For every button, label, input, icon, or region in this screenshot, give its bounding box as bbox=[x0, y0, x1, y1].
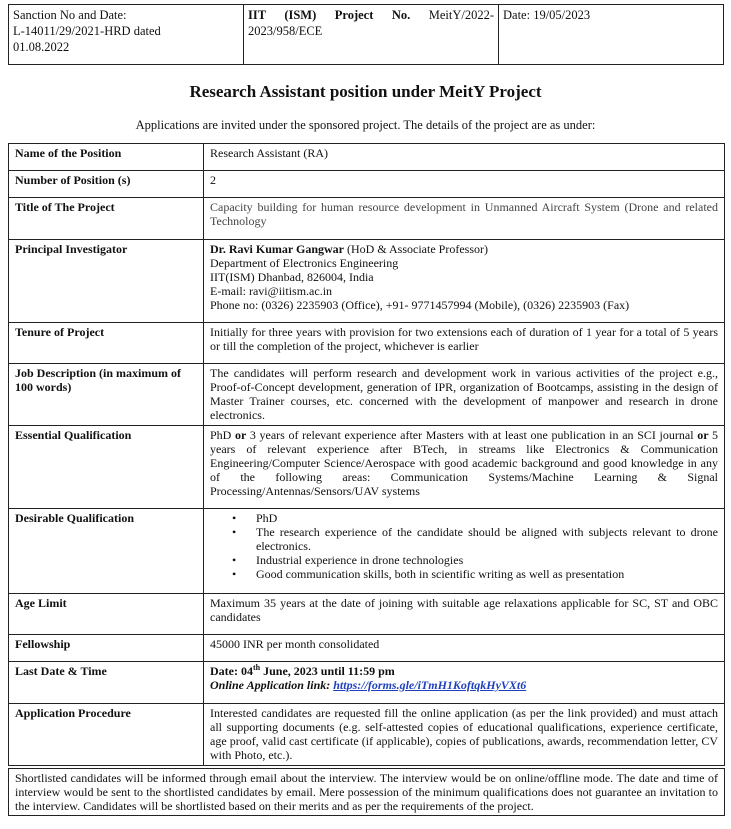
table-row bbox=[9, 509, 725, 594]
essential-phd: PhD bbox=[210, 428, 232, 442]
row-label: Essential Qualification bbox=[9, 426, 204, 509]
row-label: Fellowship bbox=[9, 635, 204, 662]
pi-email: E-mail: ravi@iitism.ac.in bbox=[210, 284, 333, 298]
table-row bbox=[9, 635, 725, 662]
desirable-list-cell bbox=[204, 509, 725, 594]
date-cell: Date: 19/05/2023 bbox=[503, 8, 591, 22]
row-label: Principal Investigator bbox=[9, 240, 204, 323]
table-row bbox=[9, 704, 725, 766]
pi-institute: IIT(ISM) Dhanbad, 826004, India bbox=[210, 270, 374, 284]
essential-btech: 5 years of relevant experience after BTech, in streams like Electronics & Communication Engineering/Computer Science/Aerospace with good academic background and good knowledge in any of the following areas: Communication Systems/Machine Learning & Signal Processing/Antennas/Sensors/UAV systems bbox=[210, 428, 719, 498]
row-label: Job Description (in maximum of 100 words) bbox=[9, 364, 204, 426]
list-item: • Good communication skills, both in scientific writing as well as presentation bbox=[232, 567, 718, 581]
application-link[interactable]: https://forms.gle/iTmH1KoftqkHyVXt6 bbox=[333, 678, 527, 692]
last-date-suffix: June, 2023 until 11:59 pm bbox=[260, 664, 395, 678]
essential-or: or bbox=[693, 428, 713, 442]
footer-note: Shortlisted candidates will be informed through email about the interview. The interview would be on online/offline mode. The date and time of interview would be sent to the shortlisted candidates by email. Mere possession of the minimum qualifications does not guarantee an invitation to the interview. Candidates will be shortlisted based on their merits and as per the requirements of the project. bbox=[8, 768, 725, 816]
table-row bbox=[9, 364, 725, 426]
table-row bbox=[9, 323, 725, 364]
row-value: 45000 INR per month consolidated bbox=[204, 635, 725, 662]
pi-role: (HoD & Associate Professor) bbox=[344, 242, 488, 256]
row-label: Tenure of Project bbox=[9, 323, 204, 364]
page-title: Research Assistant position under MeitY Project bbox=[189, 82, 542, 101]
table-row bbox=[9, 171, 725, 198]
intro-text: Applications are invited under the sponsored project. The details of the project are as under: bbox=[135, 118, 596, 132]
list-item: • PhD bbox=[232, 511, 718, 525]
row-value: Initially for three years with provision for two extensions each of duration of 1 year for a total of 5 years or till the completion of the project, whichever is earlier bbox=[204, 323, 725, 364]
row-label: Age Limit bbox=[9, 594, 204, 635]
last-date-prefix: Date: 04 bbox=[210, 664, 253, 678]
table-row bbox=[9, 426, 725, 509]
list-item: • Industrial experience in drone technologies bbox=[232, 553, 718, 567]
row-value: Capacity building for human resource development in Unmanned Aircraft System (Drone and related Technology bbox=[204, 198, 725, 240]
row-label: Last Date & Time bbox=[9, 662, 204, 704]
row-label: Title of The Project bbox=[9, 198, 204, 240]
desirable-list bbox=[210, 511, 718, 581]
essential-or: or bbox=[231, 428, 250, 442]
project-number-cell bbox=[244, 5, 499, 64]
table-row bbox=[9, 594, 725, 635]
last-date bbox=[210, 664, 718, 678]
header-table bbox=[8, 4, 724, 65]
row-value: Maximum 35 years at the date of joining with suitable age relaxations applicable for SC, ST and OBC candidates bbox=[204, 594, 725, 635]
link-label: Online Application link: bbox=[210, 678, 331, 692]
pi-details bbox=[204, 240, 725, 323]
pi-phone: Phone no: (0326) 2235903 (Office), +91- 9771457994 (Mobile), (0326) 2235903 (Fax) bbox=[210, 298, 630, 312]
row-value: Research Assistant (RA) bbox=[204, 144, 725, 171]
sanction-line-2: L-14011/29/2021-HRD dated bbox=[13, 24, 161, 38]
sanction-cell bbox=[9, 5, 244, 64]
sanction-line-3: 01.08.2022 bbox=[13, 40, 70, 54]
table-row bbox=[9, 144, 725, 171]
row-label: Application Procedure bbox=[9, 704, 204, 766]
table-row bbox=[9, 662, 725, 704]
project-number: MeitY/2022-2023/958/ECE bbox=[248, 8, 495, 38]
sanction-line-1: Sanction No and Date: bbox=[13, 8, 127, 22]
row-value: 2 bbox=[204, 171, 725, 198]
essential-masters: 3 years of relevant experience after Masters with at least one publication in an SCI journal bbox=[249, 428, 694, 442]
project-label: IIT (ISM) Project No. bbox=[248, 8, 411, 22]
row-label: Number of Position (s) bbox=[9, 171, 204, 198]
details-table bbox=[8, 143, 725, 766]
pi-name: Dr. Ravi Kumar Gangwar bbox=[210, 242, 345, 256]
table-row bbox=[9, 198, 725, 240]
table-row bbox=[9, 240, 725, 323]
essential-details bbox=[204, 426, 725, 509]
row-value: Interested candidates are requested fill the online application (as per the link provided) and must attach all supporting documents (e.g. self-attested copies of educational qualifications, experience certificate, age proof, valid cast certificate (if applicable), copies of publications, awards, recommendation letter, CV with Photo, etc.). bbox=[204, 704, 725, 766]
pi-department: Department of Electronics Engineering bbox=[210, 256, 399, 270]
list-item: • The research experience of the candidate should be aligned with subjects relevant to drone electronics. bbox=[232, 525, 718, 553]
row-label: Desirable Qualification bbox=[9, 509, 204, 594]
row-value: The candidates will perform research and development work in various activities of the project e.g., Proof-of-Concept development, generation of IPR, organization of Bootcamps, assisting in the design of Master Trainer courses, etc. concerned with the development of manpower and research in drone electronics. bbox=[204, 364, 725, 426]
last-date-details bbox=[204, 662, 725, 704]
last-date-sup: th bbox=[252, 663, 261, 672]
row-label: Name of the Position bbox=[9, 144, 204, 171]
